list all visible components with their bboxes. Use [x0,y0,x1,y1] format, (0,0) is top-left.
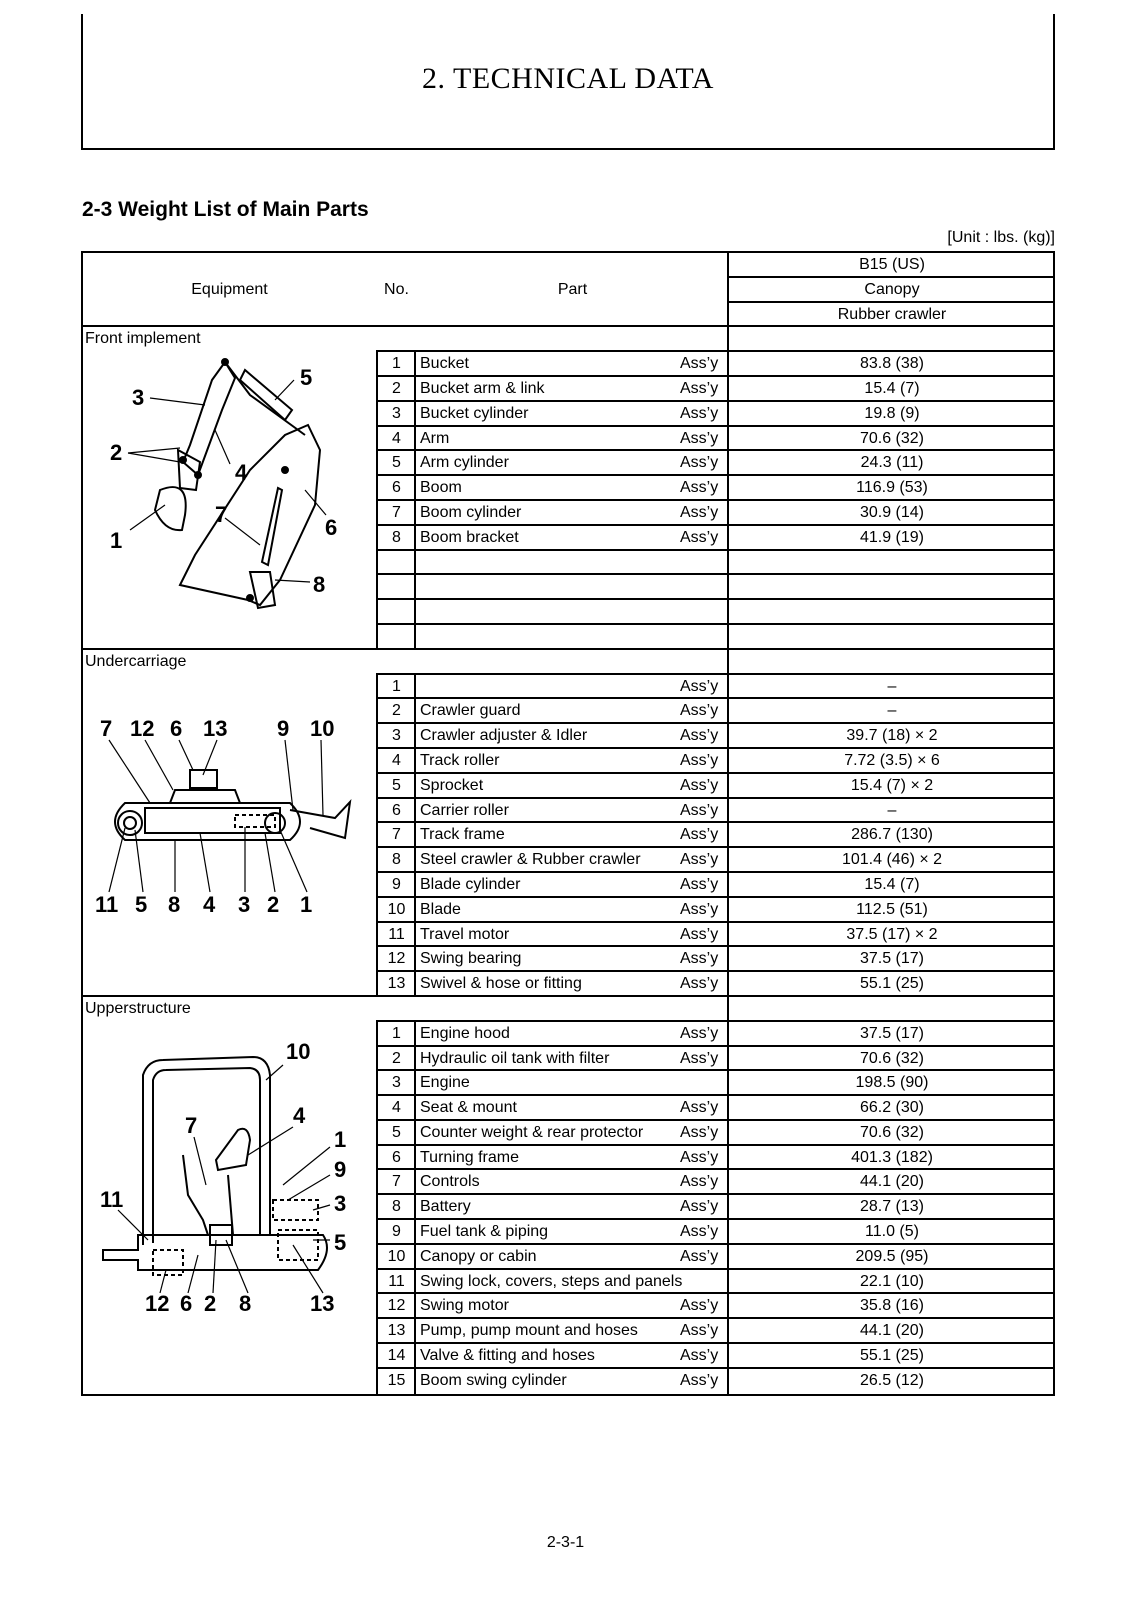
part-name: Steel crawler & Rubber crawler [420,851,641,869]
row-number [378,600,415,625]
row-number: 5 [392,776,401,794]
part-name: Crawler adjuster & Idler [420,727,588,745]
weight-value: – [887,801,897,819]
row-number: 6 [392,479,401,497]
assy-label: Ass’y [680,875,719,893]
callout-1: 1 [110,528,123,553]
weight-value: 66.2 (30) [859,1099,925,1117]
row-number: 7 [392,503,401,521]
callout-10: 10 [286,1039,311,1064]
row-number: 2 [392,702,401,720]
weight-value: 41.9 (19) [859,528,925,546]
weight-value: 101.4 (46) × 2 [841,851,943,869]
weight-value: 70.6 (32) [859,429,925,447]
row-number: 12 [387,1297,406,1315]
weight-value: 26.5 (12) [859,1371,925,1389]
table-row [81,972,1055,997]
assy-label: Ass’y [680,404,719,422]
callout-5: 5 [300,365,313,390]
row-number: 13 [387,1322,406,1340]
row-number: 12 [387,950,406,968]
assy-label: Ass’y [680,503,719,521]
callout-4: 4 [293,1103,306,1128]
row-number: 14 [387,1347,406,1365]
weight-value: 55.1 (25) [859,975,925,993]
assy-label: Ass’y [680,925,719,943]
table-vline-no-left [376,327,378,1394]
model-header: B15 (US) [859,256,925,273]
callout-7: 7 [100,716,113,741]
weight-value: 22.1 (10) [859,1272,925,1290]
upperstructure-diagram [98,1035,368,1340]
callout-13: 13 [310,1291,335,1316]
callout-3: 3 [132,385,145,410]
callout-8: 8 [239,1291,252,1316]
part-name: Swivel & hose or fitting [420,975,582,993]
group-label: Undercarriage [85,652,187,670]
part-name: Track frame [420,826,505,844]
weight-value: 39.7 (18) × 2 [846,727,938,745]
weight-value: 198.5 (90) [855,1074,929,1092]
vline-gap [413,650,417,673]
table-row [81,675,1055,700]
no-header: No. [384,280,409,298]
weight-value: 83.8 (38) [859,355,925,373]
table-header-row-1 [81,253,1055,278]
weight-value [729,600,1055,625]
table-vline-left [81,253,83,1394]
table-header-row-2 [81,278,1055,303]
callout-1: 1 [300,892,313,917]
assy-label: Ass’y [680,1148,719,1166]
weight-value: 19.8 (9) [864,404,920,422]
assy-label: Ass’y [680,479,719,497]
row-number: 10 [387,1247,406,1265]
part-name: Battery [420,1198,471,1216]
row-number: 9 [392,1223,401,1241]
table-vline-right [1053,253,1055,1394]
assy-label: Ass’y [680,702,719,720]
part-name: Fuel tank & piping [420,1223,549,1241]
callout-6: 6 [180,1291,193,1316]
weight-value: 15.4 (7) [864,379,920,397]
callout-3: 3 [238,892,251,917]
callout-8: 8 [168,892,181,917]
row-number: 15 [387,1371,406,1389]
weight-value: 44.1 (20) [859,1322,925,1340]
weight-value: 35.8 (16) [859,1297,925,1315]
assy-label: Ass’y [680,1297,719,1315]
assy-label: Ass’y [680,355,719,373]
part-name: Canopy or cabin [420,1247,537,1265]
part-name: Counter weight & rear protector [420,1123,644,1141]
table-row [81,625,1055,650]
row-number: 8 [392,1198,401,1216]
weight-value: 209.5 (95) [855,1247,929,1265]
weight-value [729,575,1055,600]
part-name: Bucket arm & link [420,379,545,397]
row-number: 11 [388,925,405,943]
weight-value: 44.1 (20) [859,1173,925,1191]
part-name: Valve & fitting and hoses [420,1347,595,1365]
row-number: 8 [392,851,401,869]
part-name: Engine hood [420,1024,510,1042]
callout-4: 4 [235,460,248,485]
row-number [378,551,415,576]
callout-7: 7 [185,1113,198,1138]
callout-2: 2 [267,892,280,917]
header-box [81,14,1055,150]
weight-value: 28.7 (13) [859,1198,925,1216]
callout-12: 12 [145,1291,170,1316]
row-number: 13 [387,975,406,993]
row-number: 3 [392,1074,401,1092]
row-number: 1 [392,677,401,695]
vline-gap [375,650,379,673]
part-name: Engine [420,1074,470,1092]
assy-label: Ass’y [680,1223,719,1241]
vline-gap [413,997,417,1020]
table-vline-val-left [727,253,729,1394]
weight-value: 37.5 (17) [859,1024,925,1042]
part-name: Boom bracket [420,528,519,546]
callout-6: 6 [325,515,338,540]
part-name: Crawler guard [420,702,521,720]
assy-label: Ass’y [680,379,719,397]
assy-label: Ass’y [680,677,719,695]
row-number: 7 [392,826,401,844]
weight-value: – [887,677,897,695]
callout-2: 2 [204,1291,217,1316]
assy-label: Ass’y [680,454,719,472]
part-name: Travel motor [420,925,510,943]
callout-3: 3 [334,1191,347,1216]
weight-value: 7.72 (3.5) × 6 [844,751,940,769]
page-title: 2. TECHNICAL DATA [422,62,714,95]
callout-9: 9 [334,1157,347,1182]
front-implement-diagram [100,350,360,625]
callout-5: 5 [135,892,148,917]
assy-label: Ass’y [680,851,719,869]
assy-label: Ass’y [680,1198,719,1216]
part-name: Controls [420,1173,480,1191]
callout-1: 1 [334,1127,347,1152]
assy-label: Ass’y [680,528,719,546]
assy-label: Ass’y [680,1371,719,1389]
row-number: 3 [392,727,401,745]
weight-value: 401.3 (182) [851,1148,933,1166]
part-name: Swing bearing [420,950,522,968]
row-number: 1 [392,1024,401,1042]
part-name: Hydraulic oil tank with filter [420,1049,610,1067]
callout-7: 7 [215,502,228,527]
assy-label: Ass’y [680,950,719,968]
row-number: 9 [392,875,401,893]
callout-5: 5 [334,1230,347,1255]
part-name: Pump, pump mount and hoses [420,1322,638,1340]
row-number: 3 [392,404,401,422]
unit-label: [Unit : lbs. (kg)] [947,229,1055,246]
part-name: Bucket cylinder [420,404,529,422]
assy-label: Ass’y [680,1347,719,1365]
row-number: 10 [387,900,406,918]
callout-4: 4 [203,892,216,917]
group-label: Upperstructure [85,999,191,1017]
weight-value: 30.9 (14) [859,503,925,521]
weight-value: 70.6 (32) [859,1049,925,1067]
weight-value: 55.1 (25) [859,1347,925,1365]
part-name: Bucket [420,355,469,373]
callout-9: 9 [277,716,290,741]
assy-label: Ass’y [680,751,719,769]
row-number: 2 [392,379,401,397]
weight-value: 11.0 (5) [865,1223,919,1241]
row-number: 6 [392,801,401,819]
assy-label: Ass’y [680,1099,719,1117]
undercarriage-diagram [95,710,365,940]
part-name: Boom cylinder [420,503,522,521]
vline-gap [375,327,379,350]
part-name: Blade cylinder [420,875,521,893]
row-number: 5 [392,454,401,472]
row-number: 5 [392,1123,401,1141]
weight-value [729,625,1055,650]
callout-8: 8 [313,572,326,597]
part-name: Boom swing cylinder [420,1371,567,1389]
weight-value: 112.5 (51) [856,900,928,918]
row-number: 4 [392,751,401,769]
part-name: Arm [420,429,450,447]
group-label-row [81,327,1055,352]
part-name: Turning frame [420,1148,519,1166]
table-header-row-3 [81,303,1055,328]
assy-label: Ass’y [680,900,719,918]
assy-label: Ass’y [680,727,719,745]
vline-gap [375,997,379,1020]
table-vline-part-left [414,327,416,1394]
part-name: Carrier roller [420,801,509,819]
assy-label: Ass’y [680,1247,719,1265]
callout-12: 12 [130,716,155,741]
assy-label: Ass’y [680,776,719,794]
weight-value: 15.4 (7) × 2 [850,776,934,794]
callout-10: 10 [310,716,335,741]
part-name: Sprocket [420,776,484,794]
page-number: 2-3-1 [546,1534,585,1551]
part-header: Part [557,280,588,298]
vline-gap [413,327,417,350]
group-label-row [81,650,1055,675]
row-number: 8 [392,528,401,546]
part-name: Track roller [420,751,500,769]
weight-value: 70.6 (32) [859,1123,925,1141]
callout-11: 11 [100,1187,124,1212]
part-name: Boom [420,479,462,497]
assy-label: Ass’y [680,1049,719,1067]
assy-label: Ass’y [680,1123,719,1141]
callout-11: 11 [95,892,119,917]
assy-label: Ass’y [680,1024,719,1042]
row-number: 2 [392,1049,401,1067]
assy-label: Ass’y [680,826,719,844]
equipment-header: Equipment [191,280,268,298]
row-number: 7 [392,1173,401,1191]
table-row [81,947,1055,972]
group-label-row [81,997,1055,1022]
row-number: 4 [392,1099,401,1117]
row-number: 11 [388,1272,405,1290]
row-number [378,625,415,650]
part-name: Blade [420,900,461,918]
weight-value: 24.3 (11) [860,454,924,472]
table-row [81,1369,1055,1394]
part-name: Seat & mount [420,1099,517,1117]
part-name: Swing motor [420,1297,509,1315]
row-number: 1 [392,355,401,373]
assy-label: Ass’y [680,429,719,447]
weight-value: – [887,702,897,720]
weight-value: 15.4 (7) [864,875,920,893]
assy-label: Ass’y [680,801,719,819]
table-row [81,1344,1055,1369]
weight-value: 37.5 (17) [859,950,925,968]
callout-13: 13 [203,716,228,741]
row-number: 6 [392,1148,401,1166]
crawler-header: Rubber crawler [837,305,947,323]
assy-label: Ass’y [680,975,719,993]
row-number: 4 [392,429,401,447]
callout-2: 2 [110,440,123,465]
weight-value: 116.9 (53) [856,479,928,497]
variant-header: Canopy [864,280,920,298]
part-name: Arm cylinder [420,454,509,472]
row-number [378,575,415,600]
weight-value [729,551,1055,576]
weight-value: 37.5 (17) × 2 [846,925,938,943]
callout-6: 6 [170,716,183,741]
part-name: Swing lock, covers, steps and panels [420,1272,683,1290]
assy-label: Ass’y [680,1173,719,1191]
section-title: 2-3 Weight List of Main Parts [82,198,369,221]
weight-value: 286.7 (130) [851,826,933,844]
assy-label: Ass’y [680,1322,719,1340]
group-label: Front implement [85,330,201,348]
